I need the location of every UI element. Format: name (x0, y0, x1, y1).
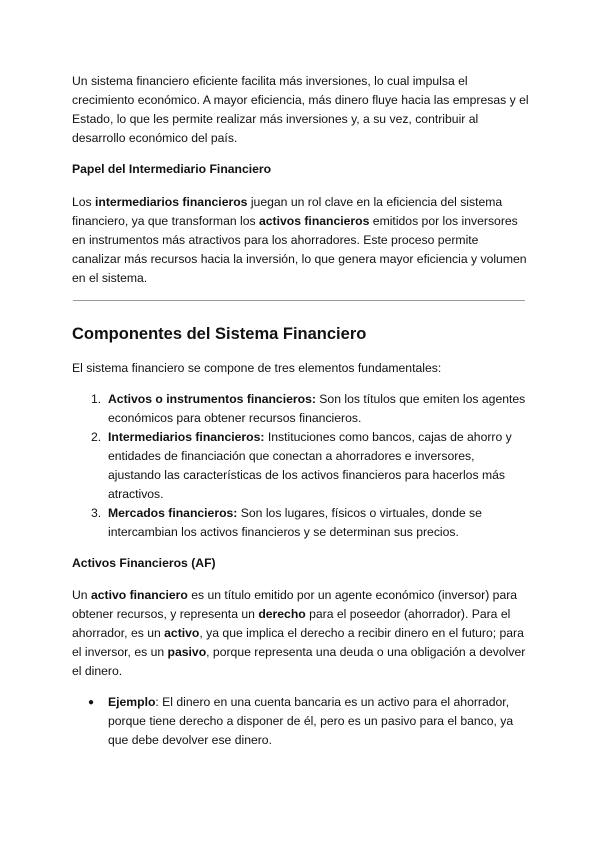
bold-term: activos financieros (258, 214, 370, 228)
intermediario-heading: Papel del Intermediario Financiero (72, 162, 272, 176)
componentes-intro: El sistema financiero se compone de tres elementos fundamentales: (72, 361, 442, 375)
bold-term: activo (164, 626, 200, 640)
list-desc: Son los títulos que emiten los agentes económicos para obtener recursos financieros. (108, 392, 526, 425)
list-number: 3. (91, 506, 102, 520)
list-desc: Son los lugares, físicos o virtuales, donde se intercambian los activos financieros y se determinan sus precios. (108, 506, 482, 539)
example-desc: : El dinero en una cuenta bancaria es un activo para el ahorrador, porque tiene derecho a disponer de él, pero es un pasivo para el banco, ya que debe devolver ese dinero. (108, 695, 514, 747)
text-run: emitidos por los inversores en instrumentos más atractivos para los ahorradores. Este proceso permite canalizar más recursos hacia la inversión, lo que genera mayor eficiencia y volumen en el sistema. (72, 214, 527, 285)
example-list (72, 693, 530, 750)
intro-paragraph: Un sistema financiero eficiente facilita más inversiones, lo cual impulsa el crecimiento económico. A mayor eficiencia, más dinero fluye hacia las empresas y el Estado, lo que les permite realizar más inversiones y, a su vez, contribuir al desarrollo económico del país. (72, 74, 529, 145)
list-desc: Instituciones como bancos, cajas de ahorro y entidades de financiación que conectan a ahorradores e inversores, ajustando las características de los activos financieros para hacerlos más atractivos. (108, 430, 512, 501)
text-run: Un (72, 588, 91, 602)
list-term: Mercados financieros: (108, 506, 238, 520)
list-item (72, 390, 530, 428)
text-run: juegan un rol clave en la eficiencia del sistema financiero, ya que transforman los (72, 195, 503, 228)
bold-term: activo financiero (90, 588, 188, 602)
list-number: 2. (91, 430, 102, 444)
activos-paragraph (72, 586, 530, 681)
list-term: Intermediarios financieros: (108, 430, 265, 444)
list-number: 1. (91, 392, 102, 406)
text-run: para el poseedor (ahorrador). Para el ahorrador, es un (72, 607, 511, 640)
text-run: , ya que implica el derecho a recibir dinero en el futuro; para el inversor, es un (72, 626, 524, 659)
bold-term: pasivo (167, 645, 207, 659)
example-item (72, 693, 530, 750)
text-run: , porque representa una deuda o una obligación a devolver el dinero. (72, 645, 526, 678)
componentes-list (72, 390, 530, 542)
example-term: Ejemplo (108, 695, 156, 709)
list-item (72, 428, 530, 504)
text-run: Los (72, 195, 96, 209)
componentes-heading: Componentes del Sistema Financiero (72, 325, 367, 343)
list-term: Activos o instrumentos financieros: (108, 392, 316, 406)
bullet-icon: ● (88, 697, 95, 708)
activos-heading: Activos Financieros (AF) (72, 556, 216, 570)
bold-term: intermediarios financieros (95, 195, 248, 209)
text-run: es un título emitido por un agente económico (inversor) para obtener recursos, y representa un (72, 588, 518, 621)
bold-term: derecho (258, 607, 306, 621)
horizontal-divider (73, 300, 525, 301)
document-content (72, 72, 530, 750)
list-item (72, 504, 530, 542)
intermediario-paragraph (72, 193, 530, 288)
